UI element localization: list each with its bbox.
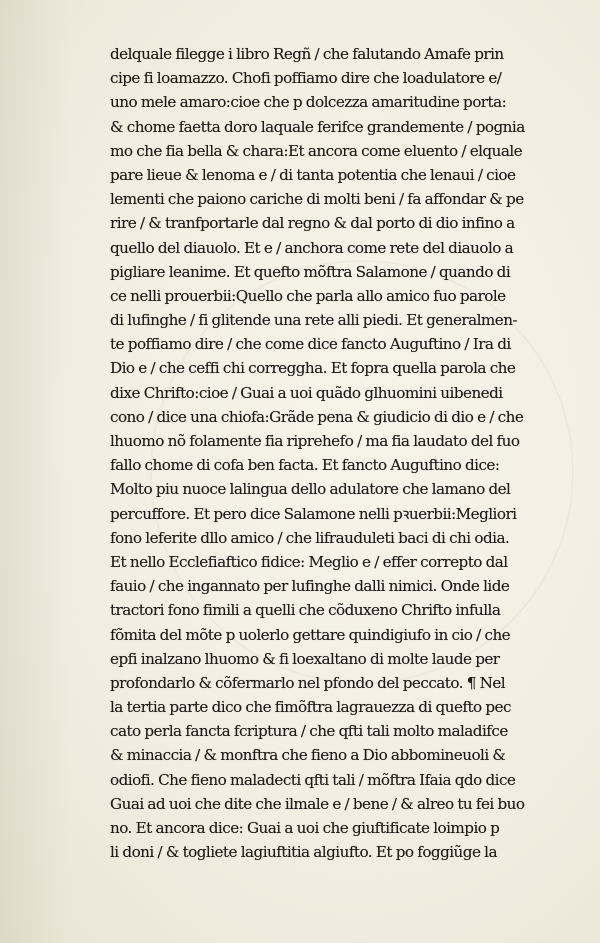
text-line: mo che fia bella & chara:Et ancora come eluento / elquale	[110, 141, 523, 160]
text-line: Guai ad uoi che dite che ilmale e / bene / & alreo tu fei buo	[110, 794, 525, 813]
text-line: & minaccia / & monftra che fieno a Dio abbomineuoli &	[110, 746, 506, 765]
text-line: lementi che paiono cariche di molti beni / fa affondar & pe	[110, 190, 524, 209]
text-line: ce nelli prouerbii:Quello che parla allo amico fuo parole	[110, 286, 506, 305]
text-line: tractori fono fimili a quelli che cõduxeno Chrifto infulla	[110, 601, 501, 620]
text-line: Molto piu nuoce lalingua dello adulatore che lamano del	[110, 480, 511, 499]
text-line: quello del diauolo. Et e / anchora come rete del diauolo a	[110, 238, 514, 257]
text-line: odiofi. Che fieno maladecti qfti tali / mõftra Ifaia qdo dice	[110, 770, 516, 789]
text-line: cato perla fancta fcriptura / che qfti tali molto maladifce	[110, 722, 508, 741]
text-line: uno mele amaro:cioe che p dolcezza amaritudine porta:	[110, 93, 507, 112]
text-line: Et nello Ecclefiaftico fidice: Meglio e / effer correpto dal	[110, 552, 508, 571]
text-line: pigliare leanime. Et quefto mõftra Salamone / quando di	[110, 262, 511, 281]
text-line: cono / dice una chiofa:Grãde pena & giudicio di dio e / che	[110, 407, 524, 426]
text-line: epfi inalzano lhuomo & fi loexaltano di molte laude per	[110, 649, 500, 668]
text-line: rire / & tranfportarle dal regno & dal porto di dio infino a	[110, 214, 515, 233]
text-line: te poffiamo dire / che come dice fancto Auguftino / Ira di	[110, 335, 511, 354]
text-line: fono leferite dllo amico / che lifrauduleti baci di chi odia.	[110, 528, 510, 547]
text-line: fallo chome di cofa ben facta. Et fancto Auguftino dice:	[110, 456, 500, 475]
text-line: dixe Chrifto:cioe / Guai a uoi quãdo glhuomini uibenedi	[110, 383, 503, 402]
text-line: no. Et ancora dice: Guai a uoi che giuftificate loimpio p	[110, 819, 500, 837]
text-line: delquale filegge i libro Regñ / che falutando Amafe prin	[110, 45, 504, 63]
text-line: fauio / che ingannato per lufinghe dalli nimici. Onde lide	[110, 577, 510, 596]
text-line: la tertia parte dico che fimõftra lagrauezza di quefto pec	[110, 698, 511, 717]
text-line: cipe fi loamazzo. Chofi poffiamo dire che loadulatore e/	[110, 69, 502, 88]
text-line: lhuomo nõ folamente fia riprehefo / ma fia laudato del fuo	[110, 432, 520, 450]
text-line: profondarlo & cõfermarlo nel pfondo del peccato. ¶ Nel	[110, 673, 506, 692]
text-line: Dio e / che ceffi chi correggha. Et fopra quella parola che	[110, 359, 516, 378]
text-line: di lufinghe / fi glitende una rete alli piedi. Et generalmen-	[110, 311, 518, 330]
text-line: & chome faetta doro laquale ferifce grandemente / pognia	[110, 117, 525, 136]
binding-gutter-shadow	[0, 0, 70, 943]
text-line: fõmita del mõte p uolerlo gettare quindigiufo in cio / che	[110, 625, 511, 644]
text-line: pare lieue & lenoma e / di tanta potentia che lenaui / cioe	[110, 165, 516, 184]
text-block	[110, 42, 575, 864]
text-line: li doni / & togliete lagiuftitia algiufto. Et po foggiũge la	[110, 843, 497, 862]
text-line: percuffore. Et pero dice Salamone nelli pꝛuerbii:Megliori	[110, 504, 517, 523]
